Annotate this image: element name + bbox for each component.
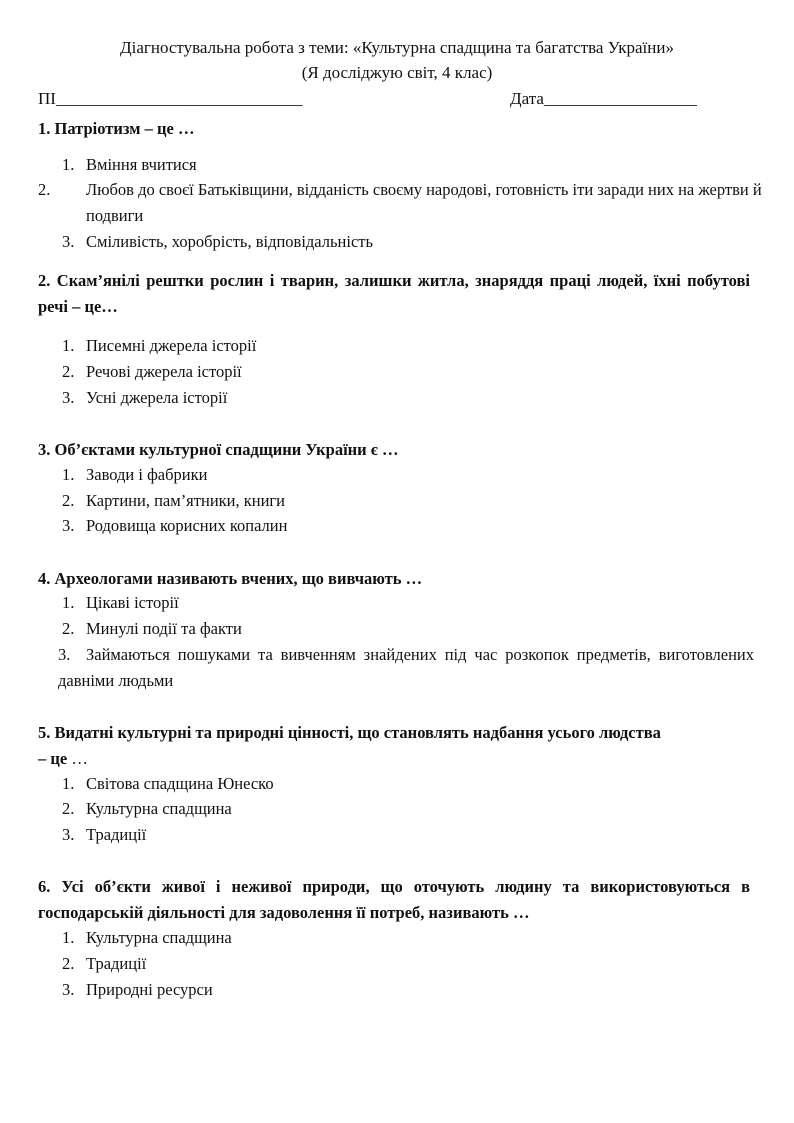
option-number: 3. (62, 516, 75, 535)
option-text: Культурна спадщина (86, 799, 232, 818)
answer-option[interactable] (58, 642, 754, 694)
option-text: Сміливість, хоробрість, відповідальність (86, 232, 374, 251)
student-fields (38, 89, 718, 111)
option-number: 1. (62, 465, 75, 484)
option-number: 3. (62, 232, 75, 251)
answer-option[interactable] (62, 925, 752, 951)
option-number: 2. (62, 619, 75, 638)
title-line-2: (Я досліджую світ, 4 клас) (301, 63, 493, 82)
question-6: 6. Усі об’єкти живої і неживої природи, що оточують людину та використовуються в господарській діяльності для задоволення її потреб, називають … (38, 877, 750, 922)
option-number: 2. (62, 799, 75, 818)
answer-option[interactable] (62, 616, 752, 642)
option-text: Картини, пам’ятники, книги (86, 491, 286, 510)
option-text: Писемні джерела історії (86, 336, 257, 355)
option-text: Минулі події та факти (86, 619, 242, 638)
answer-option[interactable] (62, 488, 752, 514)
question-5-text-cont-bold: – це (38, 749, 68, 768)
option-number: 3. (58, 645, 71, 664)
answer-option[interactable] (62, 359, 752, 385)
question-3: 3. Об’єктами культурної спадщини України є … (38, 440, 399, 459)
option-number: 2. (62, 491, 75, 510)
answer-option[interactable] (62, 977, 752, 1003)
option-text: Вміння вчитися (86, 155, 197, 174)
option-number: 1. (62, 774, 75, 793)
answer-option[interactable] (62, 951, 752, 977)
title-line-1: Діагностувальна робота з теми: «Культурна спадщина та багатства України» (120, 38, 674, 57)
option-text: Родовища корисних копалин (86, 516, 288, 535)
option-text: Займаються пошуками та вивченням знайдених під час розкопок предметів, виготовлених давніми людьми (58, 645, 754, 690)
answer-option[interactable] (62, 513, 752, 539)
answer-option[interactable] (62, 152, 752, 178)
option-text: Заводи і фабрики (86, 465, 208, 484)
option-number: 1. (62, 593, 75, 612)
option-text: Культурна спадщина (86, 928, 232, 947)
answer-option[interactable] (62, 385, 752, 411)
answer-option[interactable] (62, 333, 752, 359)
option-number: 3. (62, 388, 75, 407)
answer-option[interactable] (62, 590, 752, 616)
answer-option[interactable] (62, 229, 752, 255)
option-number: 1. (62, 336, 75, 355)
name-field[interactable]: ПІ_____________________________ (38, 89, 303, 108)
question-5-text: 5. Видатні культурні та природні цінності, що становлять надбання усього людства (38, 723, 661, 742)
date-field[interactable]: Дата__________________ (510, 89, 697, 108)
question-4: 4. Археологами називають вчених, що вивчають … (38, 569, 423, 588)
option-text: Традиції (86, 954, 147, 973)
option-text: Усні джерела історії (86, 388, 228, 407)
question-2: 2. Скам’янілі рештки рослин і тварин, залишки житла, знаряддя праці людей, їхні побутові речі – це… (38, 271, 750, 316)
answer-option[interactable] (62, 462, 752, 488)
option-number: 3. (62, 825, 75, 844)
option-text: Світова спадщина Юнеско (86, 774, 274, 793)
answer-option[interactable] (62, 796, 752, 822)
question-5 (38, 720, 750, 772)
option-text: Речові джерела історії (86, 362, 242, 381)
option-number: 2. (62, 362, 75, 381)
option-number: 1. (62, 155, 75, 174)
option-number: 2. (38, 180, 51, 199)
question-1: 1. Патріотизм – це … (38, 119, 195, 138)
option-text: Традиції (86, 825, 147, 844)
option-number: 1. (62, 928, 75, 947)
option-text: Любов до своєї Батьківщини, відданість своєму народові, готовність іти заради них на жертви й подвиги (86, 180, 762, 225)
answer-option[interactable] (38, 177, 776, 229)
answer-option[interactable] (62, 822, 752, 848)
option-number: 2. (62, 954, 75, 973)
option-text: Природні ресурси (86, 980, 213, 999)
option-number: 3. (62, 980, 75, 999)
answer-option[interactable] (62, 771, 752, 797)
question-5-text-cont: … (67, 749, 88, 768)
option-text: Цікаві історії (86, 593, 179, 612)
